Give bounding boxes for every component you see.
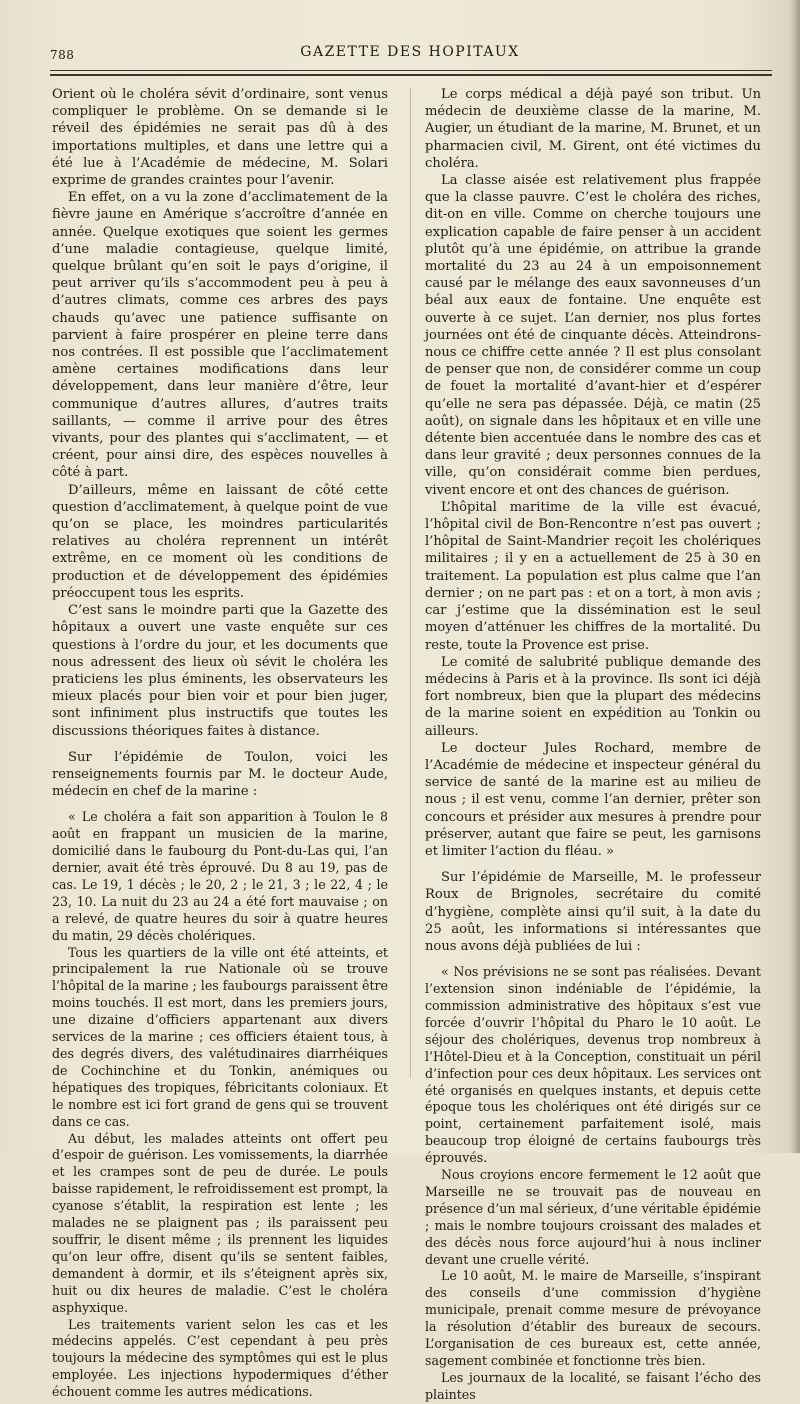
paragraph: D’ailleurs, même en laissant de côté cette question d’acclimatement, à quelque point de vue qu’on se place, les moindres particularités relatives au choléra reprennent un intérêt extrême, en ce moment où les conditions de production et de développement des épidémies préoccupent tous les esprits. xyxy=(52,482,388,601)
quoted-paragraph: Les traitements varient selon les cas et les médecins appelés. C’est cependant à peu près toujours la médecine des symptômes qui est le plus employée. Les injections hypodermiques d’éther échouent comme les autres médications. xyxy=(52,1316,388,1400)
page-header xyxy=(50,44,770,66)
left-column xyxy=(52,86,388,1401)
quoted-paragraph: Au début, les malades atteints ont offert peu d’espoir de guérison. Les vomissements, la diarrhée et les crampes sont de peu de durée. Le pouls baisse rapidement, le refroidissement est prompt, la cyanose s’établit, la respiration est lente ; les malades ne se plaignent pas ; ils paraissent peu souffrir, le disent même ; ils prennent les liquides qu’on leur offre, disent qu’ils se sentent faibles, demandent à dormir, et ils s’éteignent après six, huit ou dix heures de maladie. C’est le choléra asphyxique. xyxy=(52,1130,388,1315)
paragraph: Orient où le choléra sévit d’ordinaire, sont venus compliquer le problème. On se demande si le réveil des épidémies ne serait pas dû à des importations multiples, et dans une lettre qui a été lue à l’Académie de médecine, M. Solari exprime de grandes craintes pour l’avenir. xyxy=(52,87,388,189)
quoted-paragraph: La classe aisée est relativement plus frappée que la classe pauvre. C’est le choléra des riches, dit-on en ville. Comme on cherche toujours une explication capable de faire penser à un accident plutôt qu’à une épidémie, on attribue la grande mortalité du 23 au 24 à un empoisonnement causé par le mélange des eaux savonneuses d’un béal aux eaux de fontaine. Une enquête est ouverte à ce sujet. L’an dernier, nos plus fortes journées ont été de cinquante décès. Atteindrons-nous ce chiffre cette année ? Il est plus consolant de penser que non, de considérer comme un coup de fouet la mortalité d’avant-hier et d’espérer qu’elle ne sera pas dépassée. Déjà, ce matin (25 août), on signale dans les hôpitaux et en ville une détente bien accentuée dans le nombre des cas et dans leur gravité ; deux personnes connues de la ville, qu’on considérait comme bien perdues, vivent encore et ont des chances de guérison. xyxy=(425,173,761,498)
quoted-paragraph: Le comité de salubrité publique demande des médecins à Paris et à la province. Ils sont ici déjà fort nombreux, bien que la plupart des médecins de la marine soient en expédition au Tonkin ou ailleurs. xyxy=(425,654,761,739)
paragraph: En effet, on a vu la zone d’acclimatement de la fièvre jaune en Amérique s’accroître d’année en année. Quelque exotiques que soient les germes d’une maladie contagieuse, quelque limité, quelque brûlant qu’en soit le pays d’origine, il peut arriver qu’ils s’accommodent peu à peu à d’autres climats, comme ces arbres des pays chauds qu’avec une patience suffisante on parvient à faire prospérer en pleine terre dans nos contrées. Il est possible que l’acclimatement amène certaines modifications dans leur développement, dans leur manière d’être, leur communique d’autres allures, d’autres traits saillants, — comme il arrive pour des êtres vivants, pour des plantes qui s’acclimatent, — et créent, pour ainsi dire, des espèces nouvelles à côté à part. xyxy=(52,190,388,481)
quoted-paragraph: « Le choléra a fait son apparition à Toulon le 8 août en frappant un musicien de la marine, domicilié dans le faubourg du Pont-du-Las qui, l’an dernier, avait été très éprouvé. Du 8 au 19, pas de cas. Le 19, 1 décès ; le 20, 2 ; le 21, 3 ; le 22, 4 ; le 23, 10. La nuit du 23 au 24 a été fort mauvaise ; on a relevé, de quatre heures du soir à quatre heures du matin, 29 décès cholériques. xyxy=(52,809,388,943)
quoted-paragraph: Les journaux de la localité, se faisant l’écho des plaintes xyxy=(425,1369,761,1402)
quoted-paragraph: Le 10 août, M. le maire de Marseille, s’inspirant des conseils d’une commission d’hygiène municipale, prenait comme mesure de prévoyance la résolution d’établir des bureaux de secours. L’organisation de ces bureaux est, cette année, sagement combinée et fonctionne très bien. xyxy=(425,1268,761,1368)
column-divider xyxy=(410,88,411,1078)
page-edge-shadow xyxy=(790,0,800,1153)
paragraph: Sur l’épidémie de Marseille, M. le professeur Roux de Brignoles, secrétaire du comité d’hygiène, complète ainsi qu’il suit, à la date du 25 août, les informations si intéressantes que nous avons déjà publiées de lui : xyxy=(425,870,761,954)
quoted-paragraph: Le corps médical a déjà payé son tribut. Un médecin de deuxième classe de la marine, M. Augier, un étudiant de la marine, M. Brunet, et un pharmacien civil, M. Girent, ont été victimes du choléra. xyxy=(425,87,761,171)
quoted-paragraph: « Nos prévisions ne se sont pas réalisées. Devant l’extension sinon indéniable de l’épidémie, la commission administrative des hôpitaux s’est vue forcée d’ouvrir l’hôpital du Pharo le 10 août. Le séjour des cholériques, devenus trop nombreux à l’Hôtel-Dieu et à la Conception, constituait un péril d’infection pour ces deux hôpitaux. Les services ont été organisés en quelques instants, et depuis cette époque tous les cholériques ont été dirigés sur ce point, certainement parfaitement isolé, mais beaucoup trop éloigné de certains faubourgs très éprouvés. xyxy=(425,964,761,1166)
quoted-paragraph: Le docteur Jules Rochard, membre de l’Académie de médecine et inspecteur général du service de santé de la marine est au milieu de nous ; il est venu, comme l’an dernier, prêter son concours et présider aux mesures à prendre pour préserver, autant que faire se peut, les garnisons et limiter l’action du fléau. » xyxy=(425,740,761,859)
quoted-paragraph: L’hôpital maritime de la ville est évacué, l’hôpital civil de Bon-Rencontre n’est pas ouvert ; l’hôpital de Saint-Mandrier reçoit les cholériques militaires ; il y en a actuellement de 25 à 30 en traitement. La population est plus calme que l’an dernier ; on ne part pas : et on a tort, à mon avis ; car j’estime que la dissémination est le seul moyen d’atténuer les chiffres de la mortalité. Du reste, toute la Provence est prise. xyxy=(425,499,761,653)
quoted-paragraph: Tous les quartiers de la ville ont été atteints, et principalement la rue Nationale où se trouve l’hôpital de la marine ; les faubourgs paraissent être moins touchés. Il est mort, dans les premiers jours, une dizaine d’officiers appartenant aux divers services de la marine ; ces officiers étaient tous, à des degrés divers, des valétudinaires diarrhéiques de Cochinchine et du Tonkin, anémiques ou hépatiques des tropiques, fébricitants coloniaux. Et le nombre est ici fort grand de gens qui se trouvent dans ce cas. xyxy=(52,944,388,1129)
header-rule-thin xyxy=(50,70,772,71)
right-column xyxy=(425,86,761,1404)
header-rule-thick xyxy=(50,74,772,76)
paragraph: C’est sans le moindre parti que la Gazette des hôpitaux a ouvert une vaste enquête sur ces questions à l’ordre du jour, et les documents que nous adressent des lieux où sévit le choléra les praticiens les plus éminents, les observateurs les mieux placés pour bien voir et pour bien juger, sont infiniment plus instructifs que toutes les discussions théoriques faites à distance. xyxy=(52,603,388,739)
paragraph: Sur l’épidémie de Toulon, voici les renseignements fournis par M. le docteur Aude, médecin en chef de la marine : xyxy=(52,749,388,800)
quoted-paragraph: Nous croyions encore fermement le 12 août que Marseille ne se trouvait pas de nouveau en présence d’un mal sérieux, d’une véritable épidémie ; mais le nombre toujours croissant des malades et des décès nous force aujourd’hui à nous incliner devant une cruelle vérité. xyxy=(425,1167,761,1267)
page-number: 788 xyxy=(50,48,75,62)
running-title: GAZETTE DES HOPITAUX xyxy=(300,44,520,60)
